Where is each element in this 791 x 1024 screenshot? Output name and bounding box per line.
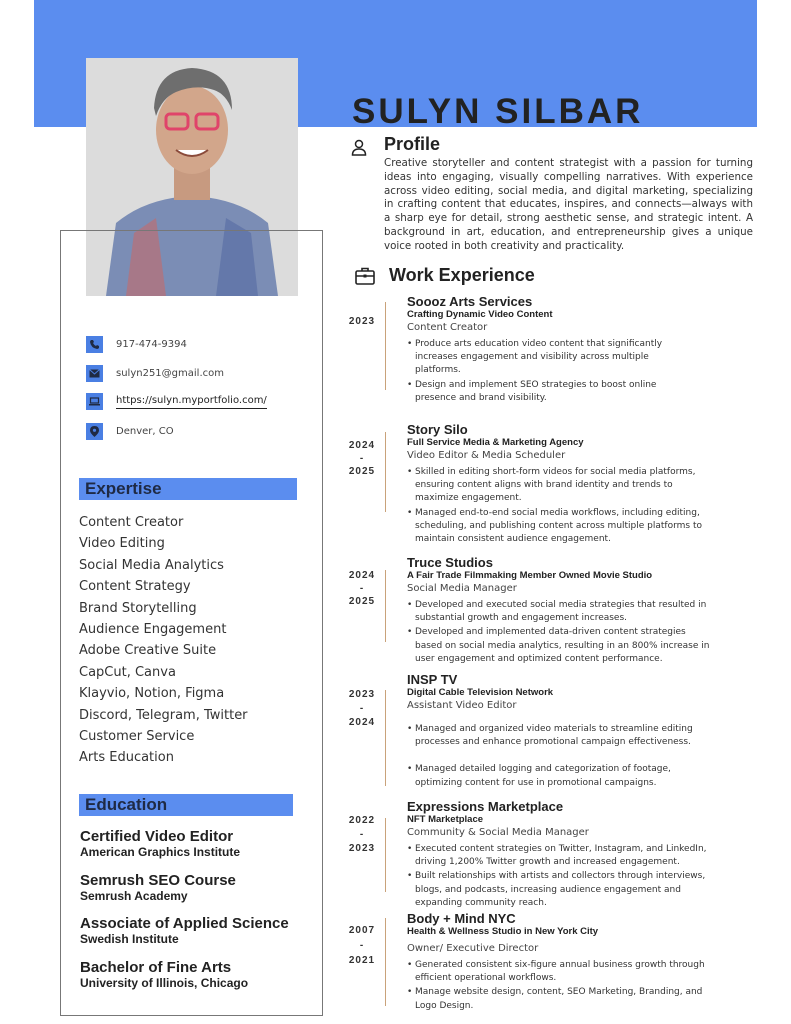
website-link[interactable]: https://sulyn.myportfolio.com/: [116, 395, 267, 409]
expertise-item: CapCut, Canva: [79, 664, 176, 680]
job-subtitle: NFT Marketplace: [407, 814, 484, 825]
education-school: Semrush Academy: [80, 889, 188, 903]
profile-title: Profile: [384, 134, 441, 154]
education-degree: Certified Video Editor: [80, 828, 234, 845]
email-text[interactable]: sulyn251@gmail.com: [116, 368, 224, 379]
job-subtitle: Digital Cable Television Network: [407, 687, 554, 698]
job-entry: [407, 672, 717, 791]
expertise-list: [79, 512, 248, 769]
job-role: Assistant Video Editor: [407, 700, 517, 711]
education-degree: Semrush SEO Course: [80, 872, 236, 889]
job-bullet: • Generated consistent six-figure annual business growth through efficient operational workflows.: [407, 959, 707, 985]
job-year-start: 2022: [348, 815, 376, 826]
job-company: Truce Studios: [407, 555, 493, 570]
job-year-end: 2023: [348, 843, 376, 854]
contact-location: [86, 423, 306, 440]
job-company: Story Silo: [407, 422, 468, 437]
job-year-end: 2025: [348, 466, 376, 477]
job-subtitle: Health & Wellness Studio in New York City: [407, 926, 599, 937]
education-entry: [80, 915, 289, 946]
timeline-line: [385, 302, 386, 390]
profile-text: Creative storyteller and content strategist with a passion for turning ideas into engaging, visually compelling narratives. With experience across video editing, social media, and digital marketing, specializing in crafting content that educates, inspires, and connects—always with a sharp eye for detail, strong aesthetic sense, and strategic intent. A background in art, education, and entrepreneurship gives a unique voice rooted in both creativity and practicality.: [384, 157, 753, 252]
education-entry: [80, 828, 240, 859]
job-role: Video Editor & Media Scheduler: [407, 450, 566, 461]
education-degree: Associate of Applied Science: [80, 915, 289, 932]
job-subtitle: A Fair Trade Filmmaking Member Owned Movie Studio: [407, 570, 653, 581]
contact-email: [86, 365, 306, 382]
job-company: INSP TV: [407, 672, 458, 687]
job-entry: [407, 911, 717, 1014]
job-year-start: 2024: [348, 570, 376, 581]
phone-icon: [86, 336, 103, 353]
job-company: Soooz Arts Services: [407, 294, 533, 309]
education-school: University of Illinois, Chicago: [80, 976, 249, 990]
education-entry: [80, 959, 248, 990]
expertise-item: Discord, Telegram, Twitter: [79, 707, 248, 723]
education-degree: Bachelor of Fine Arts: [80, 959, 232, 976]
location-text: Denver, CO: [116, 426, 174, 437]
expertise-item: Brand Storytelling: [79, 600, 197, 616]
expertise-item: Adobe Creative Suite: [79, 643, 217, 659]
job-role: Content Creator: [407, 322, 488, 333]
job-year-start: 2007: [348, 925, 376, 936]
timeline-line: [385, 918, 386, 1006]
job-role: Social Media Manager: [407, 583, 517, 594]
year-dash: -: [359, 583, 365, 594]
person-name: SULYN SILBAR: [352, 92, 644, 131]
job-year-end: 2021: [348, 955, 376, 966]
expertise-item: Customer Service: [79, 728, 195, 744]
job-bullet: • Managed and organized video materials to streamline editing processes and enhance promotional campaign effectiveness.: [407, 723, 707, 749]
contact-website: [86, 393, 306, 410]
expertise-item: Arts Education: [79, 750, 174, 766]
expertise-header: [79, 478, 297, 500]
job-bullet: • Developed and implemented data-driven content strategies based on social media analytics, resulting in an 800% increase in user engagement and optimized content performance.: [407, 626, 711, 666]
location-pin-icon: [86, 423, 103, 440]
timeline-line: [385, 690, 386, 786]
job-year-start: 2024: [348, 440, 376, 451]
laptop-icon: [86, 393, 103, 410]
year-dash: -: [359, 829, 365, 840]
timeline-line: [385, 570, 386, 642]
job-entry: [407, 799, 717, 911]
briefcase-icon: [355, 267, 375, 289]
job-role: Owner/ Executive Director: [407, 943, 539, 954]
work-title: Work Experience: [389, 265, 535, 285]
education-school: Swedish Institute: [80, 932, 179, 946]
job-entry: [407, 555, 717, 667]
job-year-start: 2023: [348, 316, 376, 327]
job-role: Community & Social Media Manager: [407, 827, 589, 838]
job-bullet: • Design and implement SEO strategies to boost online presence and brand visibility.: [407, 379, 667, 405]
job-entry: [407, 422, 717, 547]
job-year-start: 2023: [348, 689, 376, 700]
expertise-item: Audience Engagement: [79, 621, 227, 637]
job-year-end: 2025: [348, 596, 376, 607]
timeline-line: [385, 432, 386, 512]
year-dash: -: [359, 703, 365, 714]
job-company: Expressions Marketplace: [407, 799, 564, 814]
timeline-line: [385, 818, 386, 892]
expertise-title: Expertise: [85, 479, 162, 498]
contact-phone: [86, 336, 306, 353]
education-header: [79, 794, 293, 816]
email-icon: [86, 365, 103, 382]
education-school: American Graphics Institute: [80, 845, 241, 859]
job-year-end: 2024: [348, 717, 376, 728]
job-company: Body + Mind NYC: [407, 911, 516, 926]
user-icon: [351, 139, 367, 160]
expertise-item: Klayvio, Notion, Figma: [79, 686, 225, 702]
expertise-item: Social Media Analytics: [79, 557, 224, 573]
phone-text: 917-474-9394: [116, 339, 187, 350]
education-entry: [80, 872, 236, 903]
job-bullet: • Built relationships with artists and collectors through interviews, blogs, and podcasts, increasing audience engagement and expanding community reach.: [407, 870, 711, 910]
expertise-item: Content Strategy: [79, 579, 191, 595]
job-bullet: • Managed detailed logging and categorization of footage, optimizing content for use in promotional campaigns.: [407, 763, 707, 789]
education-title: Education: [85, 795, 168, 814]
job-subtitle: Crafting Dynamic Video Content: [407, 309, 553, 320]
job-bullet: • Managed end-to-end social media workflows, including editing, scheduling, and publishing content across multiple platforms to maintain consistent audience engagement.: [407, 507, 711, 547]
job-bullet: • Manage website design, content, SEO Marketing, Branding, and Logo Design.: [407, 986, 707, 1012]
year-dash: -: [359, 940, 365, 951]
job-bullet: • Skilled in editing short-form videos for social media platforms, ensuring content aligns with brand identity and trends to maximize engagement.: [407, 466, 711, 506]
job-bullet: • Developed and executed social media strategies that resulted in substantial growth and engagement increases.: [407, 599, 711, 625]
job-bullet: • Produce arts education video content that significantly increases engagement and visibility across multiple platforms.: [407, 338, 667, 378]
job-bullet: • Executed content strategies on Twitter, Instagram, and LinkedIn, driving 1,200% Twitter growth and increased engagement.: [407, 843, 711, 869]
expertise-item: Content Creator: [79, 515, 184, 530]
job-entry: [407, 294, 717, 406]
year-dash: -: [359, 453, 365, 464]
expertise-item: Video Editing: [79, 536, 165, 552]
job-subtitle: Full Service Media & Marketing Agency: [407, 437, 584, 448]
